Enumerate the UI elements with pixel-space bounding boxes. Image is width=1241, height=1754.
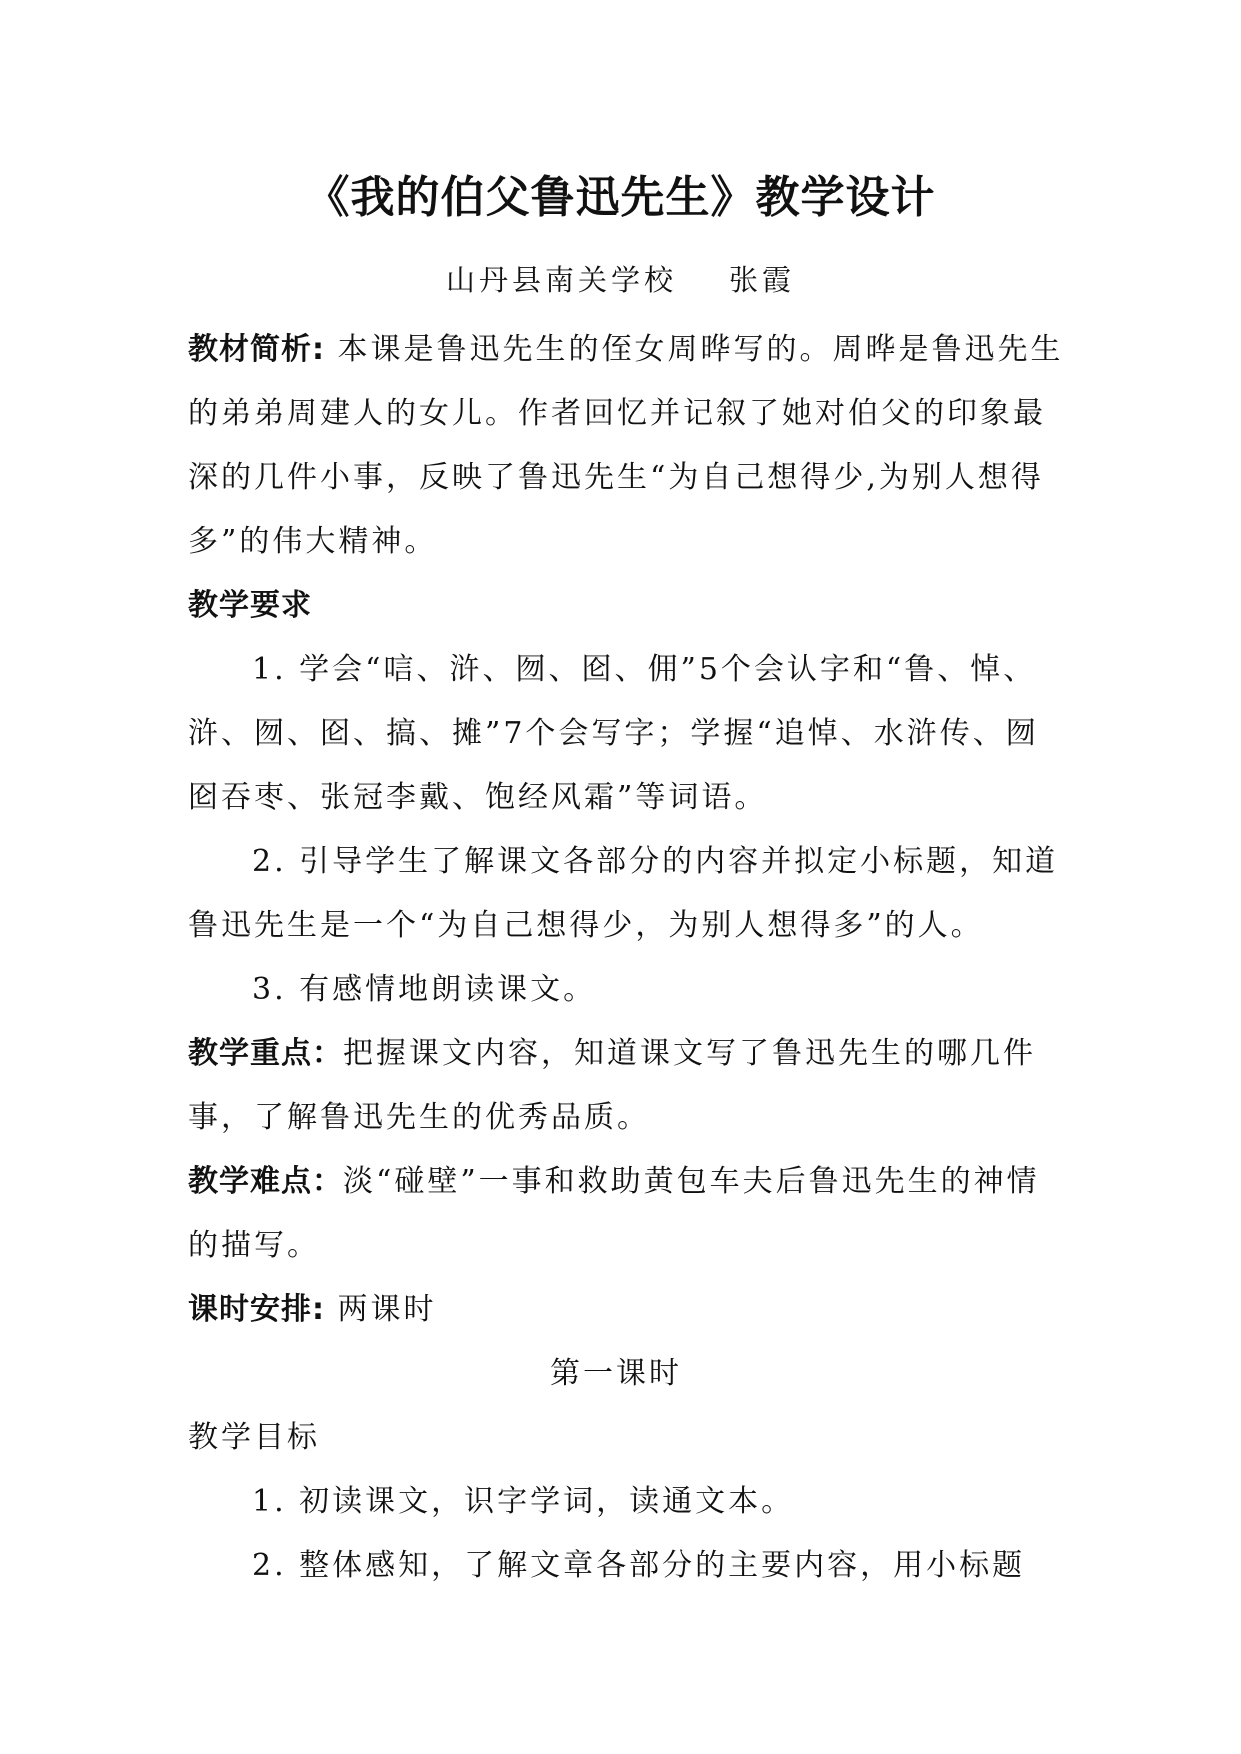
schedule-paragraph bbox=[188, 1278, 1068, 1342]
objectives-heading: 教学目标 bbox=[188, 1420, 320, 1455]
author-name: 张霞 bbox=[729, 263, 796, 297]
analysis-label: 教材简析: bbox=[188, 332, 325, 367]
document-body bbox=[188, 318, 1068, 1598]
key-points-text: 把握课文内容，知道课文写了鲁迅先生的哪几件事，了解鲁迅先生的优秀品质。 bbox=[188, 1036, 1036, 1135]
requirement-item: 2. 引导学生了解课文各部分的内容并拟定小标题，知道鲁迅先生是一个“为自己想得少，为别人想得多”的人。 bbox=[188, 844, 1059, 943]
school-name: 山丹县南关学校 bbox=[445, 263, 677, 297]
analysis-paragraph bbox=[188, 318, 1068, 574]
difficulties-paragraph bbox=[188, 1150, 1068, 1278]
key-points-paragraph bbox=[188, 1022, 1068, 1150]
document-title: 《我的伯父鲁迅先生》教学设计 bbox=[305, 172, 936, 223]
objective-item: 2. 整体感知，了解文章各部分的主要内容，用小标题 bbox=[252, 1548, 1026, 1583]
difficulties-label: 教学难点： bbox=[188, 1164, 343, 1199]
requirements-heading: 教学要求 bbox=[188, 588, 312, 623]
key-points-label: 教学重点： bbox=[188, 1036, 343, 1071]
author-line bbox=[0, 258, 1241, 302]
requirement-item: 1. 学会“唁、浒、囫、囵、佣”5个会认字和“鲁、悼、浒、囫、囵、搞、摊”7个会写字；学握“追悼、水浒传、囫囵吞枣、张冠李戴、饱经风霜”等词语。 bbox=[188, 652, 1039, 815]
schedule-label: 课时安排: bbox=[188, 1292, 325, 1327]
analysis-text: 本课是鲁迅先生的侄女周晔写的。周晔是鲁迅先生的弟弟周建人的女儿。作者回忆并记叙了她对伯父的印象最深的几件小事，反映了鲁迅先生“为自己想得少,为别人想得多”的伟大精神。 bbox=[188, 332, 1064, 559]
lesson-one-heading: 第一课时 bbox=[550, 1356, 682, 1391]
requirement-item: 3. 有感情地朗读课文。 bbox=[252, 972, 597, 1007]
objective-item: 1. 初读课文，识字学词，读通文本。 bbox=[252, 1484, 795, 1519]
schedule-text: 两课时 bbox=[337, 1292, 437, 1327]
difficulties-text: 淡“碰壁”一事和救助黄包车夫后鲁迅先生的神情的描写。 bbox=[188, 1164, 1040, 1263]
